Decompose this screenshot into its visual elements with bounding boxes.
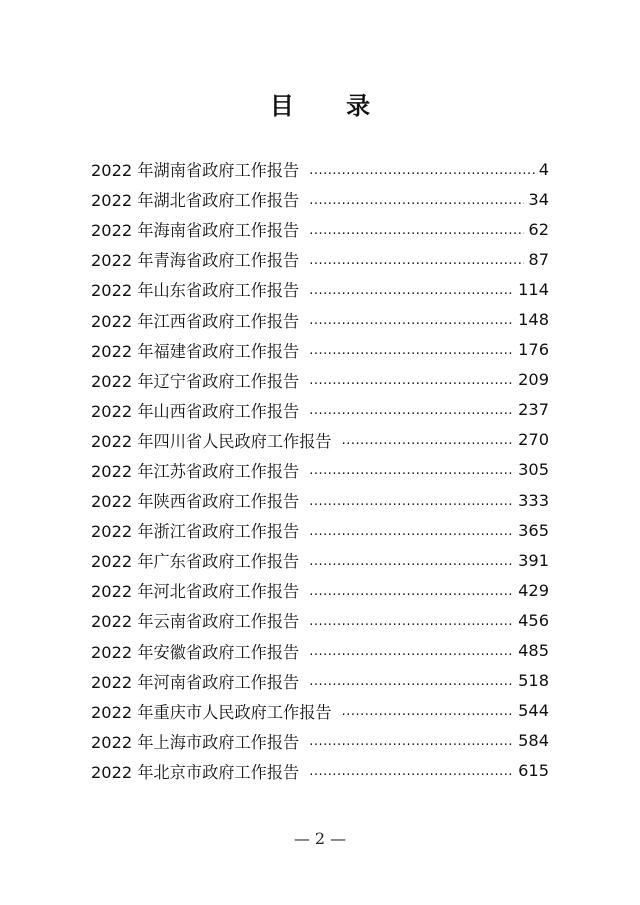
toc-leader-dots: [309, 524, 514, 539]
toc-entry-name: 年安徽省政府工作报告: [137, 642, 300, 662]
toc-entry-name: 年四川省人民政府工作报告: [137, 431, 332, 451]
toc-entry-title: [91, 578, 299, 602]
toc-row[interactable]: [91, 154, 549, 184]
toc-entry-title: [91, 729, 299, 753]
page-title: 目 录: [269, 91, 393, 120]
toc-row[interactable]: [91, 726, 549, 756]
toc-row[interactable]: [91, 335, 549, 365]
toc-page-number: 365: [518, 520, 549, 540]
toc-entry-year: 2022: [91, 461, 133, 481]
toc-entry-year: 2022: [91, 371, 133, 391]
toc-page-number: 391: [518, 550, 549, 570]
toc-entry-title: [91, 518, 299, 542]
toc-entry-name: 年北京市政府工作报告: [137, 762, 300, 782]
toc-entry-name: 年山东省政府工作报告: [137, 281, 300, 301]
toc-entry-name: 年浙江省政府工作报告: [137, 522, 300, 542]
toc-entry-year: 2022: [91, 552, 133, 572]
toc-entry-name: 年湖南省政府工作报告: [137, 161, 300, 181]
table-of-contents: [91, 154, 549, 786]
toc-entry-title: [91, 157, 299, 181]
toc-row[interactable]: [91, 515, 549, 545]
toc-entry-year: 2022: [91, 702, 133, 722]
page-number-footer: — 2 —: [293, 829, 347, 848]
toc-entry-year: 2022: [91, 221, 133, 241]
toc-page-number: 34: [528, 189, 549, 209]
toc-row[interactable]: [91, 666, 549, 696]
toc-leader-dots: [309, 403, 514, 418]
toc-leader-dots: [342, 433, 514, 448]
toc-entry-year: 2022: [91, 341, 133, 361]
toc-entry-title: [91, 368, 299, 392]
toc-entry-year: 2022: [91, 431, 133, 451]
toc-entry-year: 2022: [91, 672, 133, 692]
toc-leader-dots: [309, 283, 514, 298]
toc-row[interactable]: [91, 545, 549, 575]
toc-leader-dots: [342, 704, 514, 719]
toc-leader-dots: [309, 554, 514, 569]
toc-page-number: 305: [518, 460, 549, 480]
toc-entry-title: [91, 398, 299, 422]
toc-entry-year: 2022: [91, 311, 133, 331]
toc-entry-name: 年海南省政府工作报告: [137, 221, 300, 241]
toc-entry-name: 年河南省政府工作报告: [137, 672, 300, 692]
toc-entry-year: 2022: [91, 582, 133, 602]
toc-page-number: 615: [518, 761, 549, 781]
toc-entry-name: 年上海市政府工作报告: [137, 732, 300, 752]
toc-page-number: 485: [518, 641, 549, 661]
toc-row[interactable]: [91, 304, 549, 334]
toc-page-number: 544: [518, 701, 549, 721]
toc-leader-dots: [309, 313, 514, 328]
toc-entry-title: [91, 669, 299, 693]
toc-entry-title: [91, 458, 299, 482]
toc-entry-title: [91, 759, 299, 783]
toc-entry-year: 2022: [91, 522, 133, 542]
toc-row[interactable]: [91, 605, 549, 635]
toc-row[interactable]: [91, 244, 549, 274]
toc-entry-year: 2022: [91, 251, 133, 271]
toc-leader-dots: [309, 494, 514, 509]
toc-entry-year: 2022: [91, 492, 133, 512]
toc-page-number: 270: [518, 430, 549, 450]
toc-leader-dots: [309, 584, 514, 599]
toc-page-number: 114: [518, 279, 549, 299]
toc-entry-year: 2022: [91, 762, 133, 782]
toc-entry-name: 年河北省政府工作报告: [137, 582, 300, 602]
toc-entry-name: 年湖北省政府工作报告: [137, 191, 300, 211]
toc-entry-title: [91, 187, 299, 211]
toc-entry-title: [91, 277, 299, 301]
toc-entry-name: 年青海省政府工作报告: [137, 251, 300, 271]
toc-entry-title: [91, 488, 299, 512]
toc-row[interactable]: [91, 455, 549, 485]
toc-leader-dots: [309, 223, 524, 238]
toc-row[interactable]: [91, 214, 549, 244]
toc-page-number: 584: [518, 731, 549, 751]
toc-entry-title: [91, 608, 299, 632]
toc-row[interactable]: [91, 274, 549, 304]
toc-entry-title: [91, 338, 299, 362]
toc-entry-title: [91, 548, 299, 572]
toc-page-number: 148: [518, 310, 549, 330]
toc-leader-dots: [309, 463, 514, 478]
toc-entry-year: 2022: [91, 161, 133, 181]
toc-entry-title: [91, 428, 332, 452]
toc-row[interactable]: [91, 756, 549, 786]
toc-entry-name: 年广东省政府工作报告: [137, 552, 300, 572]
toc-row[interactable]: [91, 395, 549, 425]
toc-leader-dots: [309, 674, 514, 689]
toc-leader-dots: [309, 253, 524, 268]
toc-entry-year: 2022: [91, 191, 133, 211]
toc-entry-year: 2022: [91, 612, 133, 632]
toc-row[interactable]: [91, 575, 549, 605]
toc-leader-dots: [309, 644, 514, 659]
toc-page-number: 209: [518, 370, 549, 390]
toc-entry-name: 年山西省政府工作报告: [137, 401, 300, 421]
toc-page-number: 456: [518, 610, 549, 630]
toc-entry-name: 年陕西省政府工作报告: [137, 492, 300, 512]
toc-row[interactable]: [91, 184, 549, 214]
toc-entry-year: 2022: [91, 281, 133, 301]
toc-entry-name: 年江西省政府工作报告: [137, 311, 300, 331]
toc-page-number: 429: [518, 580, 549, 600]
toc-page-number: 62: [528, 219, 549, 239]
toc-entry-title: [91, 639, 299, 663]
toc-page-number: 87: [528, 249, 549, 269]
toc-row[interactable]: [91, 365, 549, 395]
toc-entry-name: 年福建省政府工作报告: [137, 341, 300, 361]
toc-entry-title: [91, 308, 299, 332]
toc-row[interactable]: [91, 425, 549, 455]
toc-leader-dots: [309, 734, 514, 749]
toc-entry-title: [91, 699, 332, 723]
toc-leader-dots: [309, 193, 524, 208]
toc-row[interactable]: [91, 485, 549, 515]
toc-entry-name: 年江苏省政府工作报告: [137, 461, 300, 481]
toc-leader-dots: [309, 343, 514, 358]
toc-row[interactable]: [91, 636, 549, 666]
toc-entry-year: 2022: [91, 401, 133, 421]
toc-page-number: 333: [518, 490, 549, 510]
toc-leader-dots: [309, 764, 514, 779]
toc-leader-dots: [309, 614, 514, 629]
toc-leader-dots: [309, 163, 534, 178]
toc-entry-title: [91, 217, 299, 241]
toc-entry-name: 年辽宁省政府工作报告: [137, 371, 300, 391]
toc-entry-name: 年云南省政府工作报告: [137, 612, 300, 632]
toc-page-number: 4: [538, 159, 549, 179]
toc-entry-year: 2022: [91, 642, 133, 662]
toc-page-number: 176: [518, 340, 549, 360]
toc-entry-title: [91, 247, 299, 271]
toc-leader-dots: [309, 373, 514, 388]
toc-row[interactable]: [91, 696, 549, 726]
toc-page-number: 518: [518, 671, 549, 691]
toc-page-number: 237: [518, 400, 549, 420]
toc-entry-name: 年重庆市人民政府工作报告: [137, 702, 332, 722]
toc-entry-year: 2022: [91, 732, 133, 752]
